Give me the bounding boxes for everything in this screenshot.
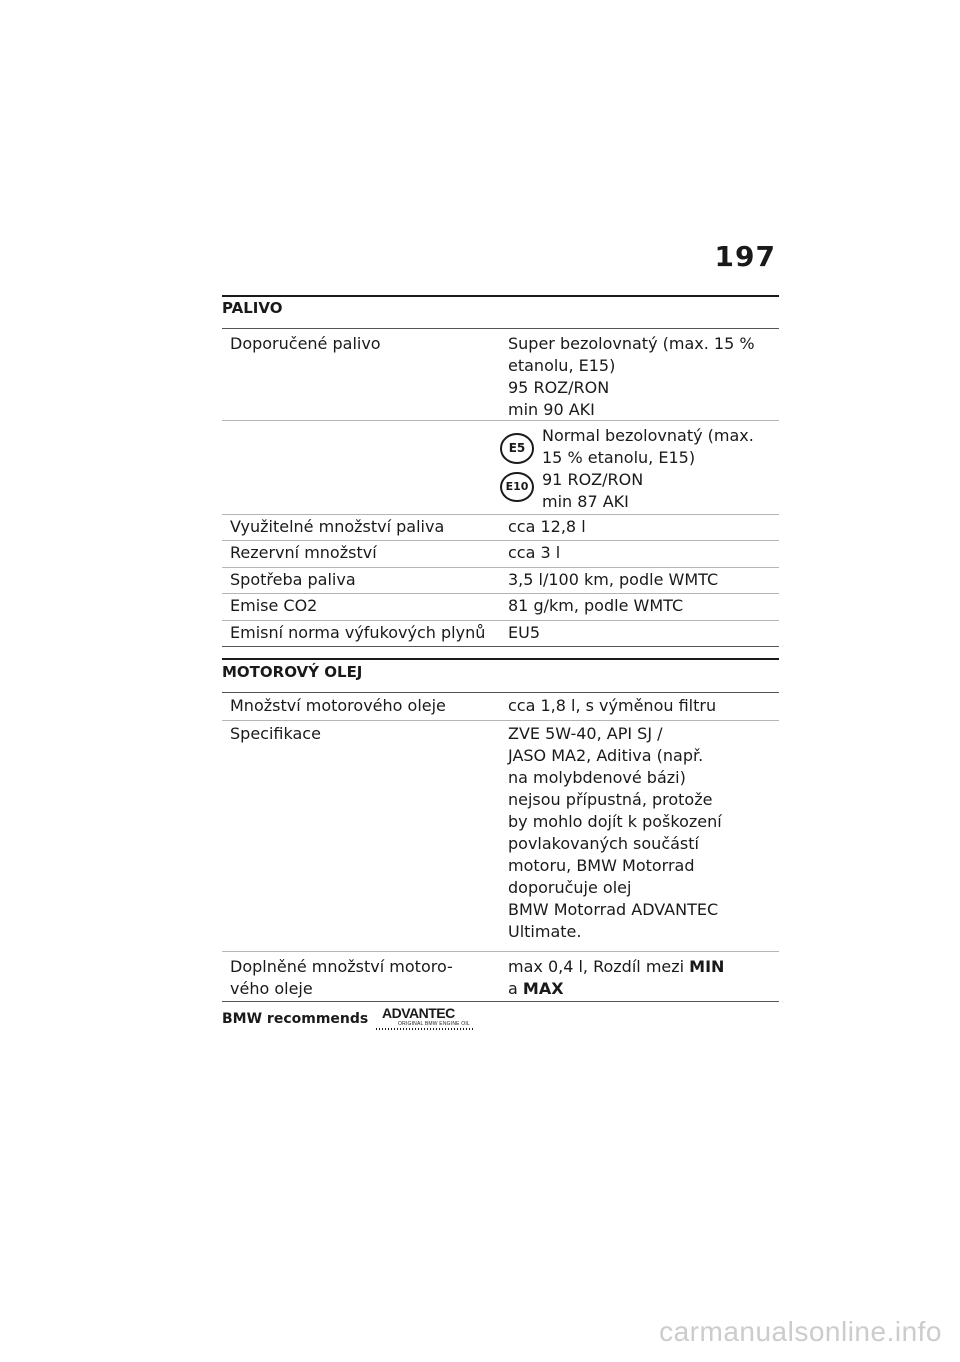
value-line: 15 % etanolu, E15) bbox=[542, 448, 696, 467]
row-value bbox=[500, 952, 779, 1001]
e10-fuel-icon: E10 bbox=[500, 472, 534, 503]
e5-fuel-icon: E5 bbox=[500, 433, 534, 464]
oil-table bbox=[222, 692, 779, 1002]
advantec-brand: ADVANTEC bbox=[382, 1005, 455, 1021]
value-line bbox=[508, 978, 779, 1000]
row-label: Emisní norma výfukových plynů bbox=[230, 623, 486, 642]
min-label: MIN bbox=[689, 957, 725, 976]
row-label: Rezervní množství bbox=[230, 543, 377, 562]
fuel-badges bbox=[500, 425, 542, 510]
row-label bbox=[222, 952, 500, 1001]
section-rule-olej bbox=[222, 658, 779, 660]
value-line: 91 ROZ/RON bbox=[542, 470, 644, 489]
row-value bbox=[500, 329, 779, 420]
row-value: 3,5 l/100 km, podle WMTC bbox=[508, 570, 719, 589]
row-label: Spotřeba paliva bbox=[230, 570, 356, 589]
fuel-text bbox=[542, 425, 779, 510]
row-label: Doporučené palivo bbox=[230, 334, 381, 353]
table-row bbox=[222, 568, 779, 594]
max-label: MAX bbox=[522, 979, 564, 998]
table-row bbox=[222, 621, 779, 647]
bmw-recommends-text: BMW recommends bbox=[222, 1011, 369, 1027]
advantec-logo bbox=[376, 1005, 486, 1030]
row-value bbox=[500, 721, 779, 951]
row-label bbox=[222, 421, 500, 514]
table-row bbox=[222, 515, 779, 541]
row-value bbox=[500, 421, 779, 514]
row-label: Specifikace bbox=[230, 724, 321, 743]
value-line: Ultimate. bbox=[508, 922, 582, 941]
section-title-palivo: PALIVO bbox=[222, 299, 283, 317]
label-line: vého oleje bbox=[230, 979, 313, 998]
section-title-olej: MOTOROVÝ OLEJ bbox=[222, 663, 363, 681]
value-line: Normal bezolovnatý (max. bbox=[542, 426, 754, 445]
value-line: ZVE 5W-40, API SJ / bbox=[508, 724, 663, 743]
table-row bbox=[222, 541, 779, 568]
row-value: 81 g/km, podle WMTC bbox=[508, 596, 684, 615]
value-line: JASO MA2, Aditiva (např. bbox=[508, 746, 704, 765]
value-line: BMW Motorrad ADVANTEC bbox=[508, 900, 719, 919]
page-number: 197 bbox=[714, 240, 776, 273]
value-line bbox=[508, 956, 779, 978]
row-label: Využitelné množství paliva bbox=[230, 517, 445, 536]
value-line: min 90 AKI bbox=[508, 400, 595, 419]
value-line: povlakovaných součástí bbox=[508, 834, 699, 853]
table-row bbox=[222, 952, 779, 1002]
value-line: doporučuje olej bbox=[508, 878, 632, 897]
row-value: cca 1,8 l, s výměnou filtru bbox=[508, 696, 717, 715]
section-rule-palivo bbox=[222, 295, 779, 297]
table-row bbox=[222, 721, 779, 952]
row-value: EU5 bbox=[508, 623, 540, 642]
value-text: a bbox=[508, 979, 523, 998]
row-value: cca 3 l bbox=[508, 543, 561, 562]
table-row bbox=[222, 329, 779, 421]
value-line: by mohlo dojít k poškození bbox=[508, 812, 722, 831]
table-row bbox=[222, 421, 779, 515]
advantec-stripe bbox=[376, 1028, 474, 1030]
row-label: Množství motorového oleje bbox=[230, 696, 446, 715]
table-row bbox=[222, 594, 779, 621]
watermark-url: carmanualsonline.info bbox=[659, 1316, 942, 1347]
value-line: nejsou přípustná, protože bbox=[508, 790, 713, 809]
label-line: Doplněné množství motoro- bbox=[230, 957, 453, 976]
fuel-table bbox=[222, 328, 779, 647]
advantec-subtitle: ORIGINAL BMW ENGINE OIL bbox=[398, 1021, 470, 1027]
value-line: Super bezolovnatý (max. 15 % bbox=[508, 334, 755, 353]
row-value: cca 12,8 l bbox=[508, 517, 586, 536]
value-line: min 87 AKI bbox=[542, 492, 629, 511]
table-row bbox=[222, 693, 779, 721]
value-text: max 0,4 l, Rozdíl mezi bbox=[508, 957, 690, 976]
value-line: motoru, BMW Motorrad bbox=[508, 856, 695, 875]
row-label: Emise CO2 bbox=[230, 596, 318, 615]
value-line: na molybdenové bázi) bbox=[508, 768, 686, 787]
value-line: 95 ROZ/RON bbox=[508, 378, 610, 397]
value-line: etanolu, E15) bbox=[508, 356, 616, 375]
